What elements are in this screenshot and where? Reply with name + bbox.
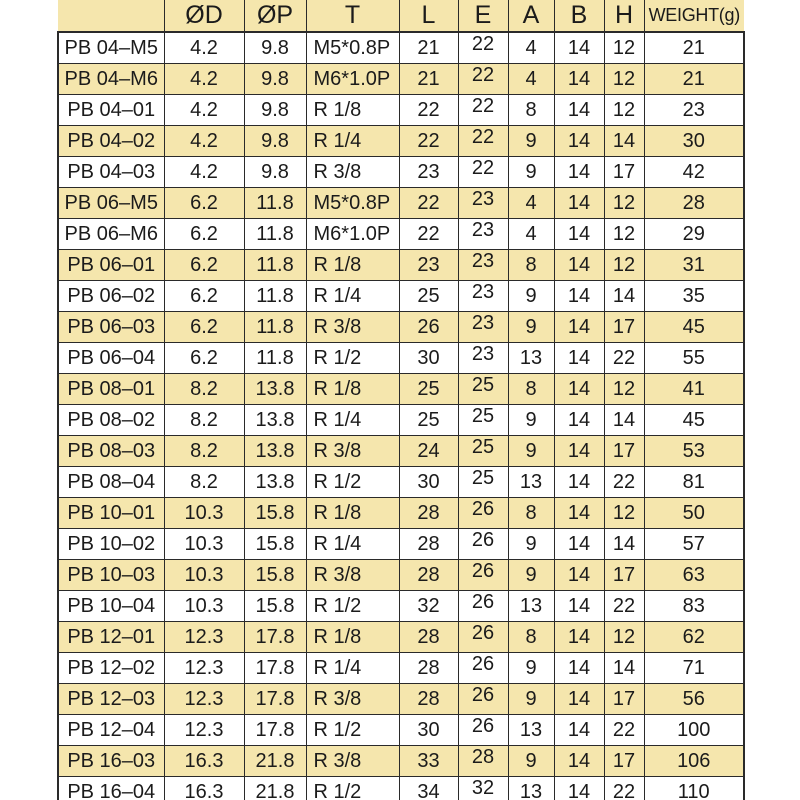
cell-op: 11.8 (244, 312, 306, 343)
cell-weight: 63 (644, 560, 744, 591)
cell-h: 12 (604, 622, 644, 653)
cell-t: R 1/2 (306, 777, 399, 800)
cell-op: 15.8 (244, 498, 306, 529)
cell-h: 17 (604, 560, 644, 591)
cell-t: R 1/2 (306, 715, 399, 746)
cell-op: 21.8 (244, 746, 306, 777)
column-header-t: T (306, 0, 399, 32)
cell-weight: 29 (644, 219, 744, 250)
cell-op: 9.8 (244, 157, 306, 188)
cell-b: 14 (554, 560, 604, 591)
cell-op: 9.8 (244, 126, 306, 157)
cell-weight: 41 (644, 374, 744, 405)
cell-op: 17.8 (244, 684, 306, 715)
table-row (58, 157, 744, 188)
cell-weight: 81 (644, 467, 744, 498)
cell-l: 28 (399, 622, 458, 653)
cell-weight: 21 (644, 32, 744, 64)
table-row (58, 95, 744, 126)
cell-op: 15.8 (244, 591, 306, 622)
cell-e: 23 (458, 219, 508, 250)
cell-e: 25 (458, 436, 508, 467)
cell-model: PB 08–01 (58, 374, 164, 405)
cell-b: 14 (554, 467, 604, 498)
cell-model: PB 04–M5 (58, 32, 164, 64)
cell-op: 17.8 (244, 715, 306, 746)
cell-h: 22 (604, 715, 644, 746)
cell-e: 22 (458, 64, 508, 95)
cell-a: 13 (508, 777, 554, 800)
cell-od: 16.3 (164, 746, 244, 777)
cell-e: 22 (458, 126, 508, 157)
table-row (58, 250, 744, 281)
cell-t: R 1/8 (306, 622, 399, 653)
cell-od: 16.3 (164, 777, 244, 800)
cell-a: 9 (508, 746, 554, 777)
table-row (58, 591, 744, 622)
cell-h: 14 (604, 126, 644, 157)
column-header-model (58, 0, 164, 32)
cell-model: PB 06–M6 (58, 219, 164, 250)
cell-e: 25 (458, 467, 508, 498)
cell-op: 9.8 (244, 95, 306, 126)
cell-a: 8 (508, 374, 554, 405)
cell-od: 4.2 (164, 95, 244, 126)
cell-weight: 35 (644, 281, 744, 312)
cell-model: PB 10–01 (58, 498, 164, 529)
cell-t: R 1/8 (306, 374, 399, 405)
cell-e: 32 (458, 777, 508, 800)
column-header-e: E (458, 0, 508, 32)
cell-op: 9.8 (244, 64, 306, 95)
cell-e: 26 (458, 715, 508, 746)
cell-h: 17 (604, 684, 644, 715)
cell-t: R 1/2 (306, 467, 399, 498)
cell-op: 21.8 (244, 777, 306, 800)
cell-h: 14 (604, 653, 644, 684)
cell-weight: 30 (644, 126, 744, 157)
cell-b: 14 (554, 591, 604, 622)
cell-weight: 57 (644, 529, 744, 560)
cell-od: 12.3 (164, 715, 244, 746)
cell-t: R 1/8 (306, 498, 399, 529)
cell-e: 28 (458, 746, 508, 777)
cell-e: 26 (458, 684, 508, 715)
table-row (58, 560, 744, 591)
cell-a: 4 (508, 219, 554, 250)
cell-b: 14 (554, 684, 604, 715)
cell-h: 22 (604, 591, 644, 622)
cell-weight: 100 (644, 715, 744, 746)
cell-od: 4.2 (164, 126, 244, 157)
cell-h: 12 (604, 64, 644, 95)
table-row (58, 126, 744, 157)
cell-h: 22 (604, 467, 644, 498)
cell-h: 12 (604, 250, 644, 281)
cell-weight: 42 (644, 157, 744, 188)
cell-l: 30 (399, 715, 458, 746)
cell-op: 9.8 (244, 32, 306, 64)
header-row (58, 0, 744, 32)
cell-b: 14 (554, 715, 604, 746)
cell-model: PB 08–03 (58, 436, 164, 467)
cell-od: 6.2 (164, 343, 244, 374)
cell-model: PB 04–01 (58, 95, 164, 126)
cell-t: R 1/8 (306, 250, 399, 281)
cell-e: 25 (458, 405, 508, 436)
cell-a: 9 (508, 157, 554, 188)
cell-h: 17 (604, 312, 644, 343)
table-row (58, 746, 744, 777)
cell-e: 22 (458, 95, 508, 126)
table-row (58, 777, 744, 800)
cell-model: PB 06–M5 (58, 188, 164, 219)
cell-op: 15.8 (244, 560, 306, 591)
cell-b: 14 (554, 405, 604, 436)
cell-model: PB 06–03 (58, 312, 164, 343)
table-row (58, 467, 744, 498)
cell-model: PB 16–03 (58, 746, 164, 777)
cell-h: 22 (604, 777, 644, 800)
column-header-od: ØD (164, 0, 244, 32)
cell-a: 8 (508, 498, 554, 529)
cell-b: 14 (554, 622, 604, 653)
cell-od: 10.3 (164, 560, 244, 591)
cell-b: 14 (554, 746, 604, 777)
cell-t: R 1/4 (306, 405, 399, 436)
cell-b: 14 (554, 653, 604, 684)
cell-weight: 71 (644, 653, 744, 684)
cell-e: 26 (458, 529, 508, 560)
cell-a: 9 (508, 281, 554, 312)
cell-op: 11.8 (244, 281, 306, 312)
cell-t: M6*1.0P (306, 64, 399, 95)
cell-a: 13 (508, 467, 554, 498)
cell-b: 14 (554, 157, 604, 188)
cell-od: 8.2 (164, 405, 244, 436)
cell-t: R 1/2 (306, 591, 399, 622)
cell-model: PB 16–04 (58, 777, 164, 800)
cell-t: R 3/8 (306, 684, 399, 715)
cell-od: 6.2 (164, 188, 244, 219)
table-row (58, 219, 744, 250)
cell-h: 12 (604, 219, 644, 250)
cell-model: PB 12–04 (58, 715, 164, 746)
cell-op: 17.8 (244, 653, 306, 684)
cell-a: 9 (508, 405, 554, 436)
table-row (58, 529, 744, 560)
cell-t: R 1/4 (306, 281, 399, 312)
cell-weight: 62 (644, 622, 744, 653)
cell-weight: 50 (644, 498, 744, 529)
cell-od: 8.2 (164, 467, 244, 498)
table-row (58, 374, 744, 405)
cell-e: 26 (458, 622, 508, 653)
cell-l: 22 (399, 126, 458, 157)
cell-a: 9 (508, 653, 554, 684)
cell-weight: 21 (644, 64, 744, 95)
cell-e: 25 (458, 374, 508, 405)
cell-model: PB 12–03 (58, 684, 164, 715)
cell-op: 11.8 (244, 188, 306, 219)
column-header-weight: WEIGHT(g) (644, 0, 744, 32)
cell-od: 6.2 (164, 250, 244, 281)
table-row (58, 312, 744, 343)
cell-a: 8 (508, 622, 554, 653)
column-header-l: L (399, 0, 458, 32)
table-row (58, 684, 744, 715)
cell-op: 13.8 (244, 374, 306, 405)
cell-op: 13.8 (244, 467, 306, 498)
cell-od: 6.2 (164, 281, 244, 312)
spec-table-body (58, 32, 744, 800)
cell-h: 14 (604, 529, 644, 560)
cell-t: M5*0.8P (306, 32, 399, 64)
cell-h: 12 (604, 374, 644, 405)
cell-b: 14 (554, 498, 604, 529)
cell-model: PB 04–03 (58, 157, 164, 188)
cell-model: PB 10–04 (58, 591, 164, 622)
cell-od: 12.3 (164, 653, 244, 684)
cell-od: 10.3 (164, 498, 244, 529)
cell-b: 14 (554, 281, 604, 312)
table-row (58, 343, 744, 374)
cell-e: 23 (458, 281, 508, 312)
cell-h: 12 (604, 498, 644, 529)
cell-l: 21 (399, 32, 458, 64)
cell-t: R 1/4 (306, 529, 399, 560)
cell-l: 30 (399, 467, 458, 498)
cell-e: 22 (458, 32, 508, 64)
cell-od: 10.3 (164, 591, 244, 622)
cell-op: 13.8 (244, 436, 306, 467)
cell-od: 8.2 (164, 436, 244, 467)
cell-a: 9 (508, 684, 554, 715)
cell-l: 28 (399, 684, 458, 715)
column-header-h: H (604, 0, 644, 32)
cell-model: PB 04–M6 (58, 64, 164, 95)
cell-weight: 56 (644, 684, 744, 715)
cell-od: 10.3 (164, 529, 244, 560)
table-row (58, 64, 744, 95)
cell-e: 26 (458, 653, 508, 684)
cell-od: 4.2 (164, 64, 244, 95)
cell-h: 22 (604, 343, 644, 374)
cell-l: 28 (399, 529, 458, 560)
cell-weight: 23 (644, 95, 744, 126)
cell-e: 26 (458, 560, 508, 591)
cell-a: 9 (508, 436, 554, 467)
table-row (58, 436, 744, 467)
table-row (58, 653, 744, 684)
cell-weight: 110 (644, 777, 744, 800)
cell-b: 14 (554, 188, 604, 219)
cell-e: 23 (458, 250, 508, 281)
cell-b: 14 (554, 95, 604, 126)
cell-od: 6.2 (164, 219, 244, 250)
cell-e: 26 (458, 498, 508, 529)
cell-model: PB 12–01 (58, 622, 164, 653)
cell-l: 22 (399, 188, 458, 219)
cell-od: 8.2 (164, 374, 244, 405)
cell-h: 17 (604, 746, 644, 777)
cell-b: 14 (554, 436, 604, 467)
cell-l: 21 (399, 64, 458, 95)
cell-weight: 31 (644, 250, 744, 281)
cell-l: 22 (399, 219, 458, 250)
cell-a: 9 (508, 529, 554, 560)
table-row (58, 281, 744, 312)
cell-t: R 3/8 (306, 312, 399, 343)
cell-l: 25 (399, 374, 458, 405)
cell-model: PB 12–02 (58, 653, 164, 684)
cell-h: 12 (604, 32, 644, 64)
cell-l: 23 (399, 250, 458, 281)
cell-weight: 55 (644, 343, 744, 374)
column-header-b: B (554, 0, 604, 32)
cell-a: 9 (508, 126, 554, 157)
cell-e: 26 (458, 591, 508, 622)
cell-l: 23 (399, 157, 458, 188)
cell-h: 14 (604, 405, 644, 436)
cell-a: 4 (508, 32, 554, 64)
cell-l: 32 (399, 591, 458, 622)
cell-model: PB 10–02 (58, 529, 164, 560)
cell-op: 11.8 (244, 343, 306, 374)
cell-a: 4 (508, 188, 554, 219)
cell-weight: 53 (644, 436, 744, 467)
cell-od: 6.2 (164, 312, 244, 343)
cell-t: R 1/4 (306, 653, 399, 684)
table-row (58, 405, 744, 436)
cell-a: 13 (508, 343, 554, 374)
cell-model: PB 06–02 (58, 281, 164, 312)
cell-t: M5*0.8P (306, 188, 399, 219)
spec-table (57, 0, 745, 800)
cell-model: PB 08–02 (58, 405, 164, 436)
cell-l: 22 (399, 95, 458, 126)
table-row (58, 32, 744, 64)
cell-b: 14 (554, 64, 604, 95)
cell-op: 13.8 (244, 405, 306, 436)
spec-table-header (58, 0, 744, 32)
cell-model: PB 06–01 (58, 250, 164, 281)
cell-b: 14 (554, 777, 604, 800)
cell-l: 28 (399, 498, 458, 529)
cell-od: 4.2 (164, 157, 244, 188)
cell-b: 14 (554, 374, 604, 405)
cell-a: 8 (508, 95, 554, 126)
cell-weight: 83 (644, 591, 744, 622)
cell-h: 14 (604, 281, 644, 312)
cell-a: 9 (508, 312, 554, 343)
cell-a: 4 (508, 64, 554, 95)
cell-t: R 3/8 (306, 560, 399, 591)
cell-h: 12 (604, 95, 644, 126)
cell-l: 26 (399, 312, 458, 343)
cell-weight: 45 (644, 312, 744, 343)
cell-op: 15.8 (244, 529, 306, 560)
column-header-a: A (508, 0, 554, 32)
cell-op: 11.8 (244, 219, 306, 250)
cell-t: R 3/8 (306, 436, 399, 467)
table-row (58, 622, 744, 653)
cell-h: 12 (604, 188, 644, 219)
cell-weight: 28 (644, 188, 744, 219)
cell-a: 13 (508, 715, 554, 746)
cell-b: 14 (554, 250, 604, 281)
cell-b: 14 (554, 219, 604, 250)
cell-b: 14 (554, 32, 604, 64)
cell-model: PB 10–03 (58, 560, 164, 591)
cell-model: PB 04–02 (58, 126, 164, 157)
cell-b: 14 (554, 126, 604, 157)
cell-h: 17 (604, 157, 644, 188)
cell-l: 24 (399, 436, 458, 467)
cell-l: 30 (399, 343, 458, 374)
cell-model: PB 08–04 (58, 467, 164, 498)
cell-l: 25 (399, 281, 458, 312)
cell-t: R 1/2 (306, 343, 399, 374)
cell-t: R 3/8 (306, 746, 399, 777)
cell-e: 23 (458, 312, 508, 343)
cell-l: 25 (399, 405, 458, 436)
cell-l: 34 (399, 777, 458, 800)
cell-t: M6*1.0P (306, 219, 399, 250)
cell-op: 11.8 (244, 250, 306, 281)
table-row (58, 498, 744, 529)
cell-e: 23 (458, 188, 508, 219)
cell-a: 9 (508, 560, 554, 591)
cell-b: 14 (554, 343, 604, 374)
cell-a: 8 (508, 250, 554, 281)
cell-od: 12.3 (164, 684, 244, 715)
cell-model: PB 06–04 (58, 343, 164, 374)
cell-weight: 106 (644, 746, 744, 777)
cell-b: 14 (554, 312, 604, 343)
cell-l: 28 (399, 560, 458, 591)
cell-op: 17.8 (244, 622, 306, 653)
cell-od: 4.2 (164, 32, 244, 64)
table-row (58, 188, 744, 219)
cell-e: 23 (458, 343, 508, 374)
table-row (58, 715, 744, 746)
cell-weight: 45 (644, 405, 744, 436)
cell-t: R 3/8 (306, 157, 399, 188)
column-header-op: ØP (244, 0, 306, 32)
cell-l: 28 (399, 653, 458, 684)
cell-b: 14 (554, 529, 604, 560)
cell-t: R 1/4 (306, 126, 399, 157)
cell-a: 13 (508, 591, 554, 622)
cell-od: 12.3 (164, 622, 244, 653)
cell-t: R 1/8 (306, 95, 399, 126)
cell-l: 33 (399, 746, 458, 777)
cell-e: 22 (458, 157, 508, 188)
cell-h: 17 (604, 436, 644, 467)
